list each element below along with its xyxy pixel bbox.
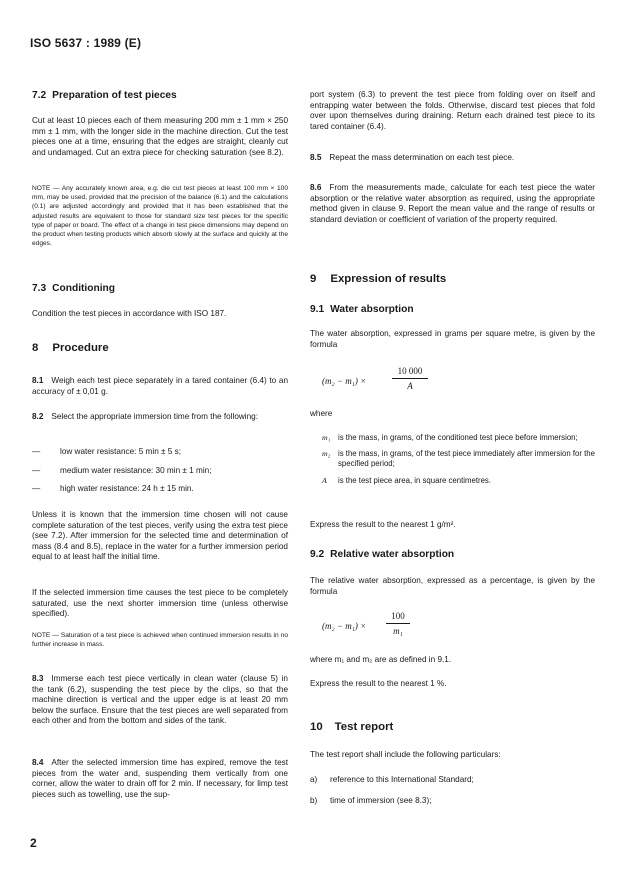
note: NOTE — Any accurately known area, e.g. die cut test pieces at least 100 mm × 100 mm, may be used, provided that the precision of the balance (6.1) and the calculations (0.1) are adjusted accordingly and provided that it has been established that the adjusted results are equivalent to those for standard size test pieces for the specific type of paper or board. The effect of a change in test piece dimensions may depend on the product when testing products which absorb slowly at the surface and quickly at the edges. [32, 185, 288, 248]
relative-absorption-formula [310, 610, 595, 646]
section-number: 8 [32, 342, 39, 354]
paragraph: Express the result to the nearest 1 %. [310, 679, 447, 688]
section-8-2 [32, 412, 288, 423]
section-title: Procedure [52, 342, 109, 354]
section-8-6 [310, 183, 595, 225]
section-8-2-note [32, 631, 288, 649]
section-8-5 [310, 153, 595, 164]
definition-item [322, 449, 595, 469]
paragraph: Repeat the mass determination on each test piece. [329, 153, 515, 162]
section-title: Relative water absorption [330, 549, 455, 560]
section-number: 7.2 [32, 90, 47, 101]
dash-bullet: — [32, 484, 41, 494]
definition-text: is the test piece area, in square centimetres. [338, 475, 491, 485]
where-text: where [310, 409, 333, 418]
page-number: 2 [30, 836, 37, 850]
section-title: Conditioning [52, 283, 115, 294]
paragraph: port system (6.3) to prevent the test piece from folding over on itself and entrapping water between the folds. Otherwise, discard test pieces that fold over upon themselves during draining. Return each drained test piece to its tared container (6.4). [310, 90, 595, 131]
definition-item [322, 433, 595, 443]
paragraph: After the selected immersion time has expired, remove the test pieces from the water and, suspending them vertically from one corner, allow the water to drain off for 2 min. If necessary, for limp test pieces such as towelling, use the sup- [32, 758, 288, 799]
paragraph: Weigh each test piece separately in a tared container (6.4) to an accuracy of ± 0,01 g. [32, 376, 288, 396]
subsection-number: 8.5 [310, 153, 322, 162]
section-9-1-heading [310, 304, 595, 315]
paragraph: The relative water absorption, expressed as a percentage, is given by the formula [310, 576, 595, 596]
section-8-4-continued [310, 90, 595, 132]
section-title: Water absorption [330, 304, 414, 315]
where-label [310, 409, 595, 420]
note: NOTE — Saturation of a test piece is achieved when continued immersion results in no further increase in mass. [32, 632, 288, 649]
subsection-number: 8.1 [32, 376, 44, 385]
formula-term: (m₂ − m₁) × [322, 621, 367, 631]
section-7-3-heading [32, 283, 288, 294]
section-9-2-heading [310, 549, 595, 560]
section-title: Expression of results [330, 273, 447, 285]
section-9-1-result [310, 520, 595, 531]
section-7-2-note [32, 184, 288, 248]
paragraph: From the measurements made, calculate for each test piece the water absorption or the relative water absorption as required, using the appropriate method given in clause 9. Report the mean value and the range of results or standard deviation or coefficient of variation of the property required. [310, 183, 595, 224]
paragraph: Condition the test pieces in accordance with ISO 187. [32, 309, 227, 318]
list-item-text: high water resistance: 24 h ± 15 min. [60, 484, 194, 494]
dash-bullet: — [32, 465, 41, 475]
definition-text: is the mass, in grams, of the test piece immediately after immersion for the specified period; [338, 449, 595, 469]
subsection-number: 8.3 [32, 674, 44, 683]
paragraph: Immerse each test piece vertically in clean water (clause 5) in the tank (6.2), suspending the test piece by the clips, so that the machine direction is vertical and the upper edge is at least 20 mm below the surface. Ensure that the test pieces are well separated from each other and from the bottom and sides of the tank. [32, 674, 288, 726]
formula-numerator: 100 [391, 611, 405, 621]
section-10-heading [310, 721, 595, 733]
list-item-text: medium water resistance: 30 min ± 1 min; [60, 465, 212, 475]
formula-numerator: 10 000 [397, 366, 423, 376]
paragraph: Unless it is known that the immersion time chosen will not cause complete saturation of the test pieces, verify using the extra test piece (see 7.2). After immersion for the selected time and determination of mass (8.4 and 8.5), replace in the water for a further immersion period equal to at least half the initial time. [32, 510, 288, 562]
symbol: m₂ [322, 449, 331, 459]
paragraph: Express the result to the nearest 1 g/m². [310, 520, 456, 529]
paragraph: Select the appropriate immersion time from the following: [51, 412, 258, 421]
list-item [32, 484, 288, 495]
list-item [32, 466, 288, 477]
list-item-text: reference to this International Standard; [330, 775, 474, 784]
section-7-2-heading [32, 90, 288, 101]
section-9-2-result [310, 679, 595, 690]
section-title: Test report [334, 721, 394, 733]
document-header: ISO 5637 : 1989 (E) [30, 36, 142, 50]
water-absorption-formula [310, 365, 595, 401]
symbol: A [322, 475, 327, 485]
test-report-list [310, 775, 595, 806]
list-label: a) [310, 775, 318, 784]
section-number: 9.2 [310, 549, 325, 560]
formula-denominator: A [407, 381, 413, 391]
section-9-2-where [310, 655, 595, 666]
section-8-heading [32, 342, 288, 354]
section-8-3 [32, 674, 288, 727]
section-number: 7.3 [32, 283, 47, 294]
definition-text: is the mass, in grams, of the conditioned test piece before immersion; [338, 433, 578, 442]
section-8-2-paragraph-2 [32, 510, 288, 563]
list-item [32, 447, 288, 458]
subsection-number: 8.2 [32, 412, 44, 421]
fraction-bar [392, 378, 428, 379]
section-8-2-paragraph-3 [32, 588, 288, 620]
list-item [310, 775, 595, 786]
symbol-definitions [322, 433, 595, 486]
section-number: 9.1 [310, 304, 325, 315]
formula-denominator: m₁ [393, 626, 403, 636]
subsection-number: 8.6 [310, 183, 322, 192]
dash-bullet: — [32, 447, 41, 456]
formula-term: (m₂ − m₁) × [322, 376, 367, 386]
paragraph: Cut at least 10 pieces each of them measuring 200 mm ± 1 mm × 250 mm ± 1 mm, with the longer side in the machine direction. Cut the test pieces one at a time, ensuring that the edges are straight, cleanly cut and undamaged. Cut an extra piece for checking saturation (see 8.2). [32, 116, 288, 157]
fraction-bar [386, 623, 410, 624]
section-8-1 [32, 376, 288, 397]
definition-item [322, 476, 595, 486]
section-9-1-paragraph [310, 329, 595, 350]
list-item [310, 796, 595, 807]
section-7-3-paragraph [32, 309, 288, 320]
section-10-paragraph [310, 750, 595, 761]
section-number: 10 [310, 721, 323, 733]
paragraph: The water absorption, expressed in grams per square metre, is given by the formula [310, 329, 595, 349]
section-number: 9 [310, 273, 317, 285]
immersion-time-list [32, 447, 288, 495]
section-9-heading [310, 273, 595, 285]
section-8-4 [32, 758, 288, 800]
paragraph: where m₁ and m₂ are as defined in 9.1. [310, 655, 452, 664]
section-7-2-paragraph [32, 116, 288, 158]
section-9-2-paragraph [310, 576, 595, 597]
paragraph: The test report shall include the following particulars: [310, 750, 501, 759]
section-title: Preparation of test pieces [52, 90, 177, 101]
subsection-number: 8.4 [32, 758, 44, 767]
symbol: m₁ [322, 433, 331, 442]
paragraph: If the selected immersion time causes the test piece to be completely saturated, use the next shorter immersion time (unless otherwise specified). [32, 588, 288, 619]
list-label: b) [310, 795, 318, 805]
list-item-text: low water resistance: 5 min ± 5 s; [60, 447, 181, 456]
list-item-text: time of immersion (see 8.3); [330, 795, 432, 805]
